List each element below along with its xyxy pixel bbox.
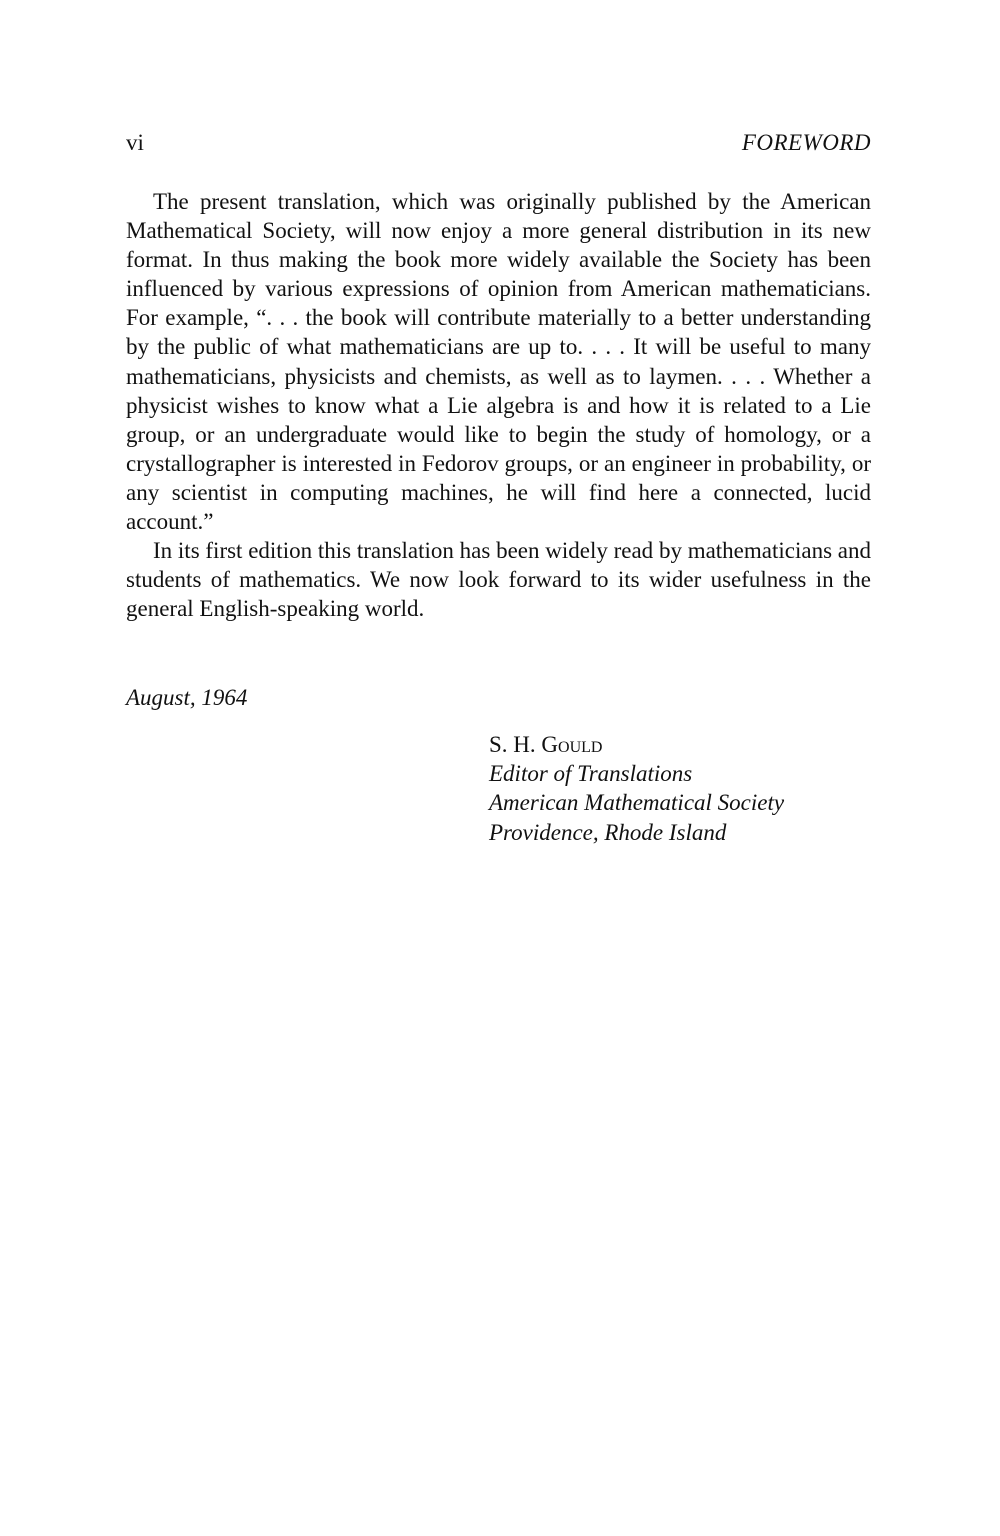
signature-block <box>489 730 784 847</box>
paragraph: In its first edition this translation has been widely read by mathematicians and students of mathematics. We now look forward to its wider usefulness in the general English-speaking world. <box>126 538 871 622</box>
running-head: FOREWORD <box>741 130 871 155</box>
signature-organization: American Mathematical Society <box>489 790 785 816</box>
paragraph: The present translation, which was originally published by the American Mathematical Society, will now enjoy a more general distribution in its new format. In thus making the book more widely available the Society has been influenced by various expressions of opinion from American mathematicians. For example, “. . . the book will contribute materially to a better understanding by the public of what mathematicians are up to. . . . It will be useful to many mathematicians, physicists and chemists, as well as to laymen. . . . Whether a physicist wishes to know what a Lie algebra is and how it is related to a Lie group, or an undergraduate would like to begin the study of homology, or a crystallographer is interested in Fedorov groups, or an engineer in probability, or any scientist in computing machines, he will find here a connected, lucid account.” <box>126 189 871 535</box>
page-number: vi <box>126 130 144 155</box>
signature-name: S. H. Gould <box>489 732 603 757</box>
signature-location: Providence, Rhode Island <box>489 819 727 845</box>
page-header <box>126 130 871 160</box>
date-line: August, 1964 <box>126 685 248 710</box>
foreword-body <box>126 187 871 623</box>
signature-title: Editor of Translations <box>489 761 693 787</box>
